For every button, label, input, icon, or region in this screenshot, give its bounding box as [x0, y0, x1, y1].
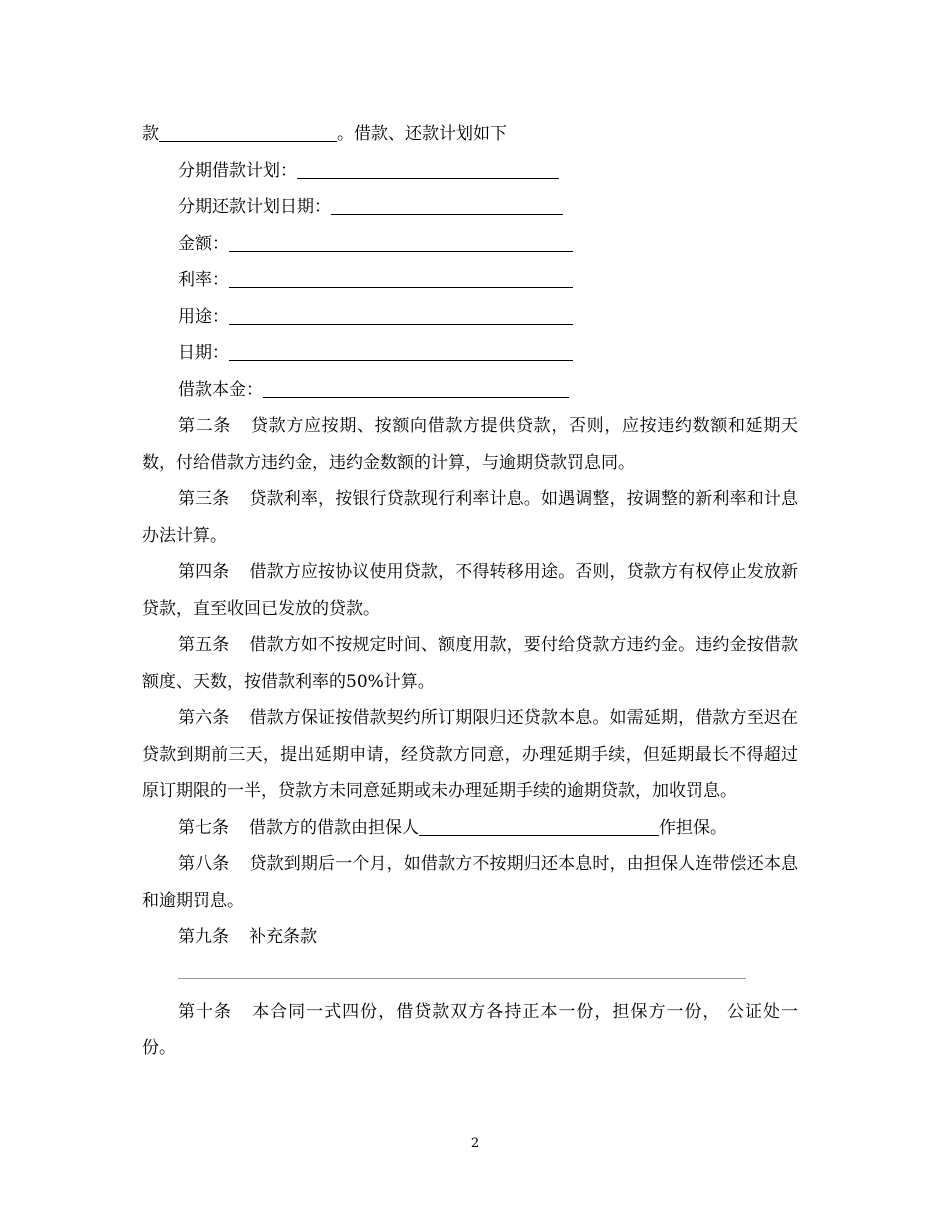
page-number: 2 [470, 1136, 480, 1151]
plan-field-blank [229, 360, 573, 361]
article-heading: 第八条 [178, 854, 230, 874]
plan-field-repayment-date [142, 189, 798, 226]
loan-plan-intro [142, 116, 798, 153]
article-heading: 第六条 [178, 708, 230, 728]
plan-field-amount [142, 226, 798, 263]
plan-field-label: 金额： [178, 233, 229, 254]
article-3 [142, 481, 798, 554]
article-4 [142, 554, 798, 627]
article-2 [142, 408, 798, 481]
guarantor-blank [419, 835, 659, 836]
article-7 [142, 810, 798, 847]
intro-blank [159, 141, 337, 142]
article-heading: 第九条 [178, 927, 229, 947]
plan-field-blank [263, 397, 569, 398]
plan-field-installment-loan [142, 153, 798, 190]
plan-field-label: 日期： [178, 343, 229, 363]
article-10 [142, 994, 798, 1067]
article-text: 贷款到期后一个月，如借款方不按期归还本息时，由担保人连带偿还本息和逾期罚息。 [142, 854, 799, 911]
plan-field-principal [142, 372, 798, 409]
plan-field-blank [297, 178, 559, 179]
intro-lead: 款 [142, 124, 159, 144]
article-text: 借款方如不按规定时间、额度用款，要付给贷款方违约金。违约金按借款额度、天数，按借款利率的50%计算。 [142, 635, 799, 692]
plan-field-blank [331, 214, 563, 215]
article-text: 借款方保证按借款契约所订期限归还贷款本息。如需延期，借款方至迟在贷款到期前三天，提出延期申请，经贷款方同意，办理延期手续，但延期最长不得超过原订期限的一半，贷款方未同意延期或未办理延期手续的逾期贷款，加收罚息。 [142, 708, 799, 801]
article-text: 贷款方应按期、按额向借款方提供贷款，否则，应按违约数额和延期天数，付给借款方违约金，违约金数额的计算，与逾期贷款罚息同。 [142, 416, 798, 473]
plan-field-blank [229, 287, 573, 288]
article-text-lead: 借款方的借款由担保人 [249, 817, 419, 838]
plan-field-label: 分期借款计划： [178, 160, 297, 181]
plan-field-date [142, 335, 798, 372]
blank-rule-line [178, 978, 746, 979]
article-heading: 第七条 [178, 817, 229, 838]
article-heading: 第三条 [178, 489, 230, 509]
plan-field-label: 分期还款计划日期： [178, 197, 331, 217]
article-text: 借款方应按协议使用贷款，不得转移用途。否则，贷款方有权停止发放新贷款，直至收回已发放的贷款。 [142, 562, 799, 619]
article-text: 贷款利率，按银行贷款现行利率计息。如遇调整，按调整的新利率和计息办法计算。 [142, 489, 799, 546]
article-6 [142, 700, 798, 810]
plan-field-label: 利率： [178, 270, 229, 290]
article-5 [142, 627, 798, 700]
article-text: 补充条款 [249, 927, 317, 947]
plan-field-label: 用途： [178, 306, 229, 327]
article-heading: 第十条 [178, 1001, 233, 1022]
article-heading: 第四条 [178, 562, 230, 582]
article-heading: 第二条 [178, 416, 231, 436]
article-heading: 第五条 [178, 635, 230, 655]
intro-tail: 。借款、还款计划如下 [337, 124, 507, 144]
article-text-tail: 作担保。 [659, 817, 727, 838]
article-8 [142, 846, 798, 919]
plan-field-blank [229, 251, 573, 252]
article-9 [142, 919, 798, 956]
supplementary-terms-blank [142, 956, 798, 994]
contract-body [142, 116, 798, 1067]
plan-field-blank [229, 324, 573, 325]
plan-field-purpose [142, 299, 798, 336]
plan-field-interest-rate [142, 262, 798, 299]
article-text: 本合同一式四份，借贷款双方各持正本一份，担保方一份， 公证处一份。 [142, 1001, 799, 1058]
plan-field-label: 借款本金： [178, 379, 263, 400]
